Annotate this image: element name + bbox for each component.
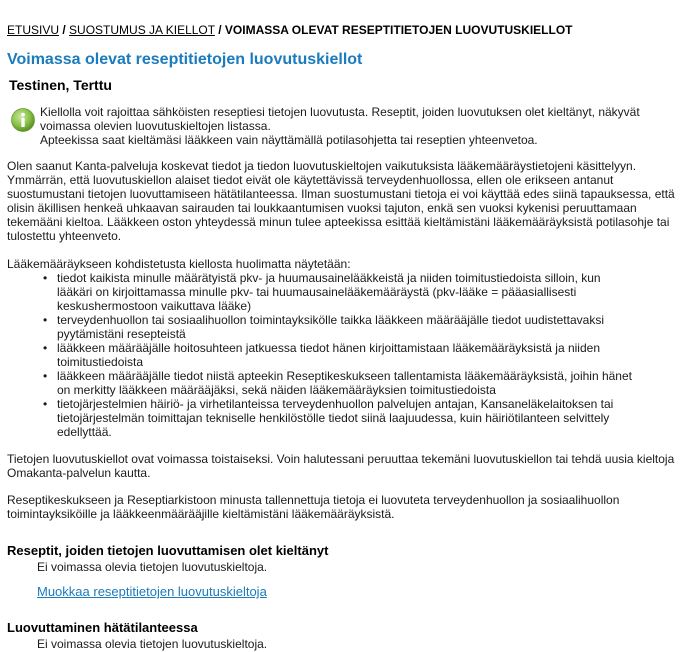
consent-paragraph: Olen saanut Kanta-palveluja koskevat tiedot ja tiedon luovutuskieltojen vaikutuksista lääkemääräystietojeni käsittelyyn. Ymmärrän, että luovutuskiellon alaiset tiedot eivät ole käytettävissä terveydenhuollossa, ellen ole erikseen antanut suostumustani tietojen luovuttamiseen hätätilanteessa. Ilman suostumustani tietoja ei voi käyttää edes siinä tapauksessa, että olisin äkillisen henkeä uhkaavan sairauden tai loukkaantumisen vuoksi tajuton, enkä sen vuoksi kykenisi peruuttamaan tekemääni kieltoa. Lääkkeen oston yhteydessä minun tulee apteekissa esittää kieltämistäni lääkemääräyksistä potilasohje tai tulostettu yhteenveto.: [7, 159, 675, 243]
info-text-pharmacy: Apteekissa saat kieltämäsi lääkkeen vain näyttämällä potilasohjetta tai reseptien yhteenvetoa.: [40, 133, 538, 147]
emergency-empty-text: Ei voimassa olevia tietojen luovutuskieltoja.: [37, 637, 268, 651]
page-title: Voimassa olevat reseptitietojen luovutuskiellot: [7, 51, 363, 68]
list-item: • lääkkeen määrääjälle hoitosuhteen jatkuessa tiedot hänen kirjoittamistaan lääkemääräyksistä ja niiden toimitustiedoista: [43, 341, 675, 369]
list-item: • terveydenhuollon tai sosiaalihuollon toimintayksikölle taikka lääkkeen määrääjälle tiedot uudistettavaksi pyytämistäni resepteistä: [43, 313, 675, 341]
denied-section-title: Reseptit, joiden tietojen luovuttamisen olet kieltänyt: [7, 543, 329, 558]
breadcrumb: [7, 23, 675, 37]
denied-empty-text: Ei voimassa olevia tietojen luovutuskieltoja.: [37, 560, 268, 574]
list-item: • tietojärjestelmien häiriö- ja virhetilanteissa terveydenhuollon palvelujen antajan, Kansaneläkelaitoksen tai tietojärjestelmän toimittajan tekniselle henkilöstölle tiedot siinä laajuudessa, kuin häiriötilanteen selvittely edellyttää.: [43, 397, 675, 439]
breadcrumb-separator: /: [218, 23, 222, 37]
breadcrumb-consent-link[interactable]: SUOSTUMUS JA KIELLOT: [69, 23, 215, 37]
breadcrumb-current: VOIMASSA OLEVAT RESEPTITIETOJEN LUOVUTUSKIELLOT: [224, 23, 573, 37]
list-item: • tiedot kaikista minulle määrätyistä pkv- ja huumausainelääkkeistä ja niiden toimitustiedoista silloin, kun lääkäri on kirjoittamassa minulle pkv- tai huumausainelääkemääräystä (pkv-lääke = pääasiallisesti keskushermostoon vaikuttava lääke): [43, 271, 675, 313]
emergency-section-title: Luovuttaminen hätätilanteessa: [7, 620, 198, 635]
validity-paragraph: Tietojen luovutuskiellot ovat voimassa toistaiseksi. Voin halutessani peruuttaa tekemäni luovutuskiellon tai tehdä uusia kieltoja Omakanta-palvelun kautta.: [7, 452, 675, 480]
breadcrumb-separator: /: [62, 23, 66, 37]
info-text-restrict: Kiellolla voit rajoittaa sähköisten reseptiesi tietojen luovutusta. Reseptit, joiden luovutuksen olet kieltänyt, näkyvät voimassa olevien luovutuskieltojen listassa.: [40, 105, 640, 133]
archive-paragraph: Reseptikeskukseen ja Reseptiarkistoon minusta tallennettuja tietoja ei luovuteta terveydenhuollon ja sosiaalihuollon toimintayksiköille ja lääkkeenmäärääjille kieltämistäni lääkemääräyksistä.: [7, 493, 620, 521]
edit-restrictions-link[interactable]: Muokkaa reseptitietojen luovutuskieltoja: [37, 584, 267, 599]
page-content: [7, 0, 675, 651]
shown-intro: Lääkemääräykseen kohdistetusta kiellosta huolimatta näytetään:: [7, 257, 351, 271]
info-notice: [7, 105, 675, 147]
patient-name: Testinen, Terttu: [9, 77, 112, 93]
info-icon: [11, 108, 35, 132]
breadcrumb-home-link[interactable]: ETUSIVU: [7, 23, 60, 37]
shown-list: [7, 271, 675, 439]
list-item: • lääkkeen määrääjälle tiedot niistä apteekin Reseptikeskukseen tallentamista lääkemääräyksistä, joihin hänet on merkitty lääkkeen määrääjäksi, sekä näiden lääkemääräyksien toimitustiedoista: [43, 369, 675, 397]
